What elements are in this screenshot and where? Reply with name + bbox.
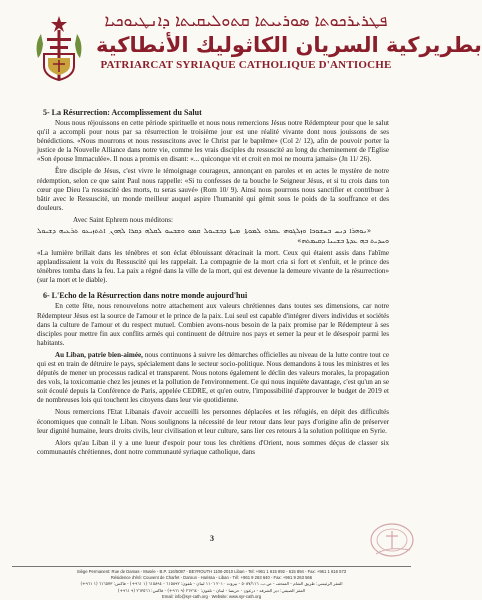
footer-address-summer: Résidence d'été: Couvent de Charfet - Daroun - Harissa - Liban - Tél: +961 9 263 640 - Fax: +961 9 263 566 bbox=[110, 575, 313, 581]
footer-contact: Email: info@syr-cath.org · Website: www.syr-cath.org bbox=[161, 593, 262, 599]
footer-divider bbox=[12, 566, 411, 567]
ephrem-quote: «La lumière brillait dans les ténèbres et son éclat éblouissant déracinait la mort. Ceux qui étaient assis dans l'abîme applaudissaient la voix du Ressuscité qui les rappelait. La compagnie de la mort cria si fort et s'enfuit, et le prince des ténèbres tomba dans la feu. La paix a régné dans la ville de la mort, qui est devenue la demeure vivante de la résurrection» (sur la mort et le diable). bbox=[37, 249, 389, 285]
footer-address-main: Siège Permanent: Rue de Damas - Musée - B.P. 116/5087 - BEYROUTH 1106-2010 Liban - Tel: +961 1 615 892 - 615 894 - Fax: +961 1 616 573 bbox=[76, 569, 347, 574]
section-6-title: 6- L'Echo de la Résurrection dans notre monde aujourd'hui bbox=[43, 291, 248, 301]
letterhead bbox=[0, 10, 482, 94]
header-latin-title: PATRIARCAT SYRIAQUE CATHOLIQUE D'ANTIOCHE bbox=[100, 59, 392, 71]
header-syriac-title: ܦܛܪܝܪܟܘܬܐ ܣܘܪܝܝܬܐ ܩܬܘܠܝܩܝܬܐ ܕܐܢܛܝܘܟܝܐ bbox=[104, 11, 388, 30]
syriac-quote: «ܢܘܗܪܐ ܕܢܚ ܒܚܫܘܟܐ ܘܙܠܓܘܗܝ ܥܩܪܘ ܠܡܘܬܐ܂ ܡܝܬܐ ܕܒܫܝܘܠ ܩܡܘ ܘܫܒܚܘ ܠܩܠܗ ܕܩܪܐ ܠܗܘܢ܂ ܐܬܬܙܝܥܘ ܬܪܥܝܗ ܕܫܝܘܠ ܘܚܕܝܬ ܒܗ ܥܕܬܐ ܒܫܝܢܐ ܕܩܝܡܬܗ» bbox=[37, 227, 389, 246]
section-5-paragraph-2: Être disciple de Jésus, c'est vivre le témoignage courageux, annonçant en paroles et en actes le mystère de notre rédemption, selon ce que saint Paul nous rappelle: «Si tu confesses de ta bouche le Seigneur Jésus, et si tu crois dans ton cœur que Dieu l'a ressuscité des morts, tu seras sauvé» (Rom 10/ 9). Ainsi nous pourrons nous sanctifier et contribuer à bâtir avec le Ressuscité, un monde meilleur auquel aspire l'humanité qui gémit sous le poids de la souffrance et des douleurs. bbox=[37, 167, 389, 212]
footer-address-main-arabic: المقر الرئيسي: طريق الشام - المتحف - ص.ب. ٥٠٨٧/١١٦ - بيروت ٢٠١٠ ١١٠٦ لبنان - تلفون: ٦١٥٨٩٢ - ٦١٥٨٩٤ (١ ٩٦١+) - فاكس: ٦١٦٥٧٣ (١ ٩٦١+) bbox=[80, 581, 343, 587]
letter-body bbox=[37, 108, 389, 460]
section-5-paragraph-3: Avec Saint Ephrem nous méditons: bbox=[73, 215, 173, 224]
patriarchal-coat-of-arms-icon bbox=[30, 14, 88, 84]
header-arabic-title: بطريركية السريان الكاثوليك الأنطاكية bbox=[96, 33, 482, 57]
page-number: 3 bbox=[210, 534, 214, 543]
lebanon-emphasis: Au Liban, patrie bien-aimée, bbox=[55, 350, 143, 359]
section-5-paragraph-1: Nous nous réjouissons en cette période spirituelle et nous nous remercions Jésus notre Rédempteur pour que le salut qu'il a accompli pour nous par sa résurrection le troisième jour est une réalité vivante dont nous jouissons de ses bénédictions. «Nous mourrons et nous ressuscitons avec le Christ par le baptême» (Col 2/ 12), afin de pouvoir porter la justice de la Nouvelle Alliance dans notre vie, comme les vrais disciples du ressuscité au long du cheminement de l'Eglise «Son épouse Immaculée». Il nous a promis en disant: «... quiconque vit et croit en moi ne mourra jamais» (Jn 11/ 26). bbox=[37, 119, 389, 164]
patriarchal-seal-stamp-icon bbox=[368, 520, 416, 560]
section-6-paragraph-2-text: nous continuons à suivre les démarches officielles au niveau de la lutte contre tout ce qui est en train de détruire le pays, spécialement dans le secteur socio-politique. Nous demandons à tous les ministres et les députés de mener un processus radical et transparent. Nous notons également le déclin des valeurs morales, la propagation des vols, la toxicomanie chez les jeunes et la pollution de l'environnement. Ce qui nous inquiète davantage, c'est qu'un an se soit écoulé depuis la Conférence de Paris, appelée CEDRE, et qu'en outre, l'impossibilité d'approuver le budget de 2019 et de nombreuses lois qui touchent les citoyens dans leur vie quotidienne. bbox=[37, 350, 389, 405]
footer-address-summer-arabic: المقر الصيفي: دير الشرفة - درعون - حريصا - لبنان - تلفون: ٢٦٣٦٤٠ (٩ ٩٦١+) - فاكس: ٢٦٣٥٦٦ (٩ ٩٦١+) bbox=[117, 587, 306, 593]
letterhead-footer bbox=[12, 566, 411, 600]
section-6-paragraph-4: Alors qu'au Liban il y a une lueur d'espoir pour tous les chrétiens d'Orient, nous sommes déçus de classer six communautés chrétiennes, dont notre communauté syriaque catholique, dans bbox=[37, 438, 389, 456]
letterhead-text bbox=[96, 10, 482, 72]
section-5-title: 5- La Résurrection: Accomplissement du Salut bbox=[43, 108, 202, 117]
section-6-paragraph-1: En cette fête, nous renouvelons notre attachement aux valeurs chrétiennes dans toutes ses dimensions, car notre Rédempteur Jésus est la source de l'amour et le prince de la paix. Lui seul est capable d'intégrer divers individus et sociétés dans la culture de l'amour et du respect mutuel. Combien avons-nous besoin de la paix promise par le Rédempteur à ses disciples pour mettre fin aux conflits armés qui continuent de détruire nos pays et semer la peur et le désespoir parmi les habitants. bbox=[37, 302, 389, 347]
section-6-paragraph-3: Nous remercions l'Etat Libanais d'avoir accueilli les personnes déplacées et les réfugiés, en dépit des difficultés économiques que connaît le Liban. Nous soulignons la nécessité de leur retour dans leur pays d'origine afin de préserver leur dignité humaine, leurs droits civils, leur civilisation et leur culture, sans lier ces retours à la solution politique en Syrie. bbox=[37, 408, 389, 435]
section-6-paragraph-2 bbox=[37, 351, 389, 406]
